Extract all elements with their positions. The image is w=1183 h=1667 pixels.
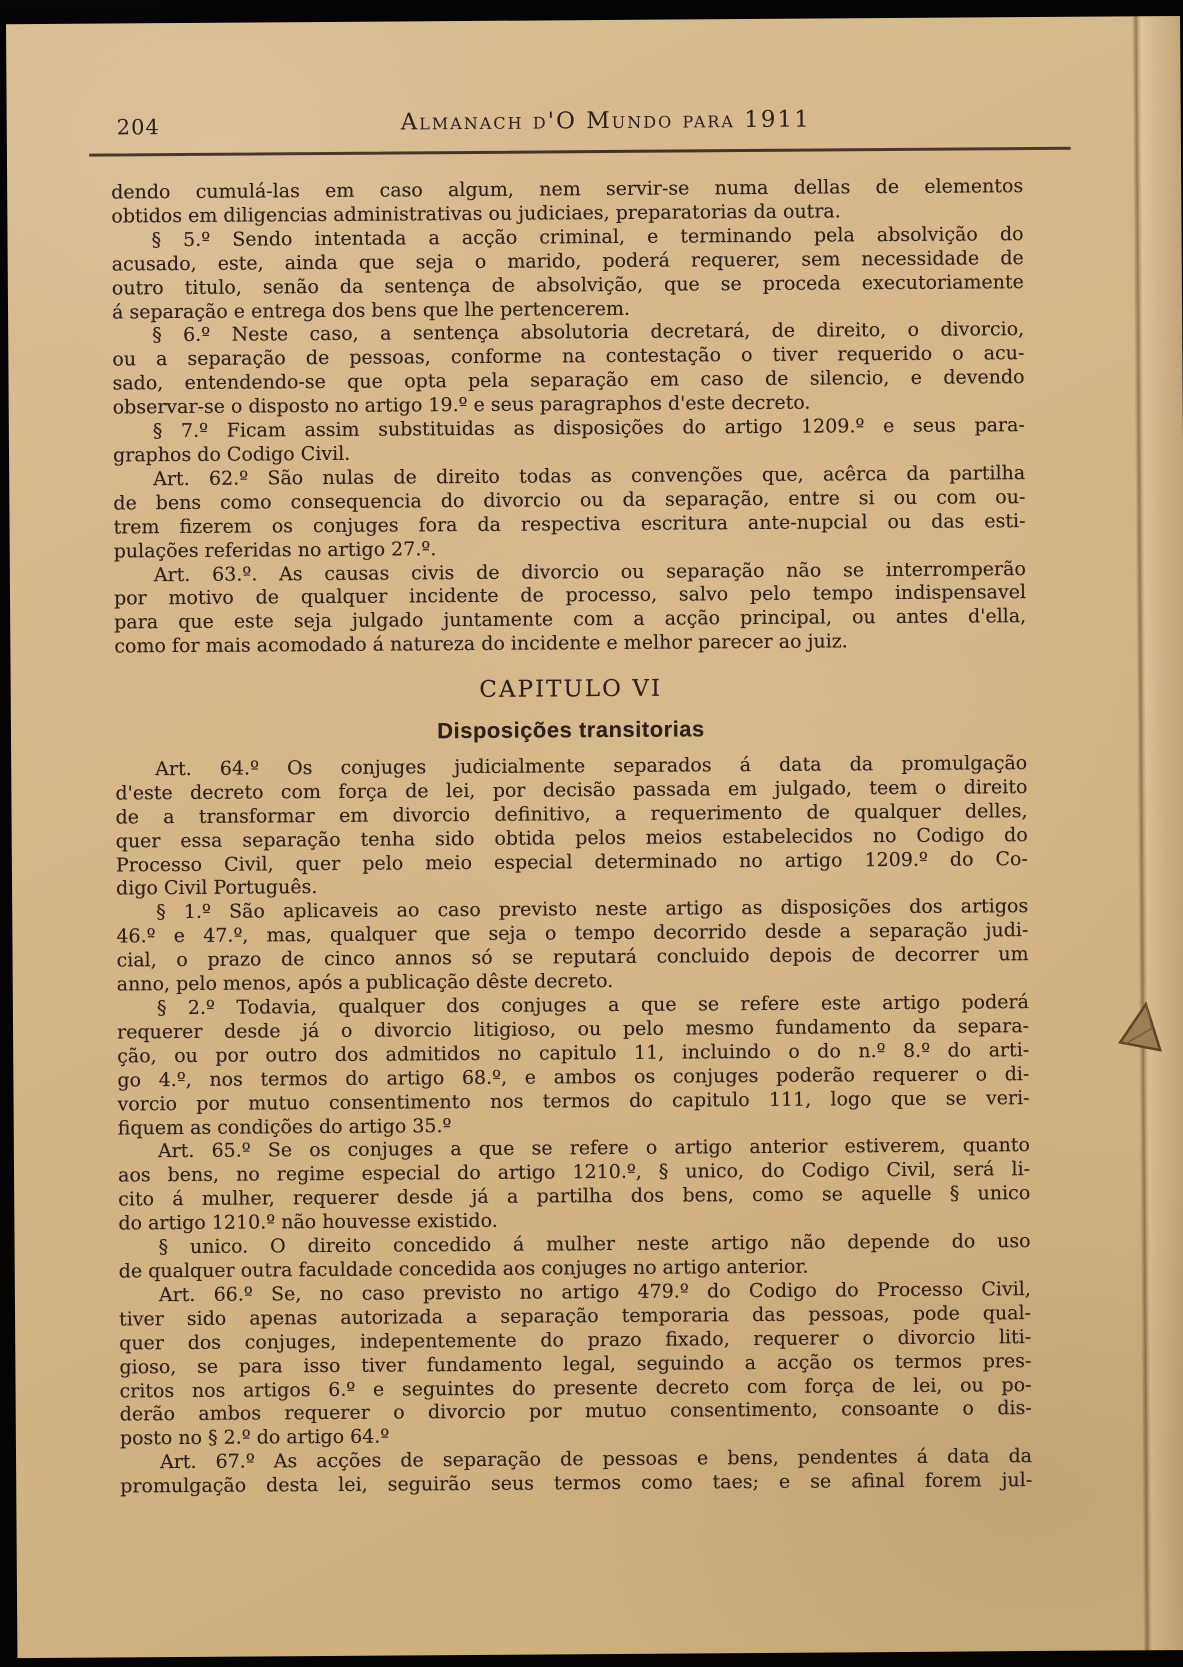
paragraph xyxy=(119,1278,1032,1452)
text-line: quer essa separação tenha sido obtida pelos meios estabelecidos no Codigo do xyxy=(115,823,1028,853)
text-line: como for mais acomodado á natureza do incidente e melhor parecer ao juiz. xyxy=(114,630,848,658)
paragraph xyxy=(118,1135,1031,1237)
text-line: ção, ou por outro dos admitidos no capitulo 11, incluindo o do n.º 8.º do arti- xyxy=(117,1038,1030,1068)
text-line: de bens como consequencia do divorcio ou da separação, entre si ou com ou- xyxy=(113,485,1026,515)
text-line: trem fizerem os conjuges fora da respectiva escritura ante-nupcial ou das esti- xyxy=(113,509,1026,539)
paragraph xyxy=(120,1445,1032,1499)
running-header-title: Almanach d'O Mundo para 1911 xyxy=(400,106,811,136)
text-line: d'este decreto com força de lei, por decisão passada em julgado, teem o direito xyxy=(115,775,1028,805)
text-line: graphos do Codigo Civil. xyxy=(112,442,351,467)
paragraph xyxy=(114,558,1027,660)
text-line: sado, entendendo-se que opta pela separação em caso de silencio, e devendo xyxy=(112,366,1025,395)
text-line: posto no § 2.º do artigo 64.º xyxy=(119,1425,390,1450)
text-line: Processo Civil, quer pelo meio especial determinado no artigo 1209.º do Co- xyxy=(115,847,1028,877)
text-line: pulações referidas no artigo 27.º. xyxy=(113,537,437,563)
text-line: digo Civil Português. xyxy=(115,876,318,900)
text-line: gioso, se para isso tiver fundamento legal, seguindo a acção os termos pres- xyxy=(119,1349,1032,1379)
paragraph xyxy=(117,991,1030,1141)
book-page xyxy=(6,16,1183,1658)
paragraph xyxy=(113,414,1025,468)
text-line: § 6.º Neste caso, a sentença absolutoria decretará, de direito, o divorcio, xyxy=(152,318,1025,347)
text-line: promulgação desta lei, seguirão seus termos como taes; e se afinal forem jul- xyxy=(120,1469,1033,1498)
text-line: critos nos artigos 6.º e seguintes do presente decreto com força de lei, ou po- xyxy=(119,1373,1032,1402)
text-line: vorcio por mutuo consentimento nos termos do capitulo 111, logo que se veri- xyxy=(117,1086,1030,1116)
text-line: tiver sido apenas autorizada a separação temporaria das pessoas, pode qual- xyxy=(118,1301,1032,1331)
paragraph xyxy=(116,895,1029,997)
page-number: 204 xyxy=(116,115,160,140)
text-line: Art. 64.º Os conjuges judicialmente separados á data da promulgação xyxy=(155,752,1028,781)
text-line: § 2.º Todavia, qualquer dos conjuges a que se refere este artigo poderá xyxy=(156,991,1029,1020)
text-line: de a transformar em divorcio definitivo, a requerimento de qualquer delles, xyxy=(115,799,1028,829)
paragraph xyxy=(113,462,1026,564)
text-line: requerer desde já o divorcio litigioso, ou pelo mesmo fundamento da separa- xyxy=(116,1014,1030,1044)
text-line: ou a separação de pessoas, conforme na contestação o tiver requerido o acu- xyxy=(112,342,1025,371)
text-line: anno, pelo menos, após a publicação dêste decreto. xyxy=(116,970,614,996)
paragraph xyxy=(112,319,1025,421)
page-fold-mark xyxy=(1116,1000,1164,1066)
section-heading: Disposições transitorias xyxy=(437,716,705,744)
text-line: 46.º e 47.º, mas, qualquer que seja o tempo decorrido desde a separação judi- xyxy=(116,919,1029,948)
header-rule xyxy=(89,147,1071,157)
text-line: obtidos em diligencias administrativas ou judiciaes, preparatorias da outra. xyxy=(111,200,841,228)
text-line: § 1.º São aplicaveis ao caso previsto neste artigo as disposições dos artigos xyxy=(156,895,1029,924)
text-line: quer dos conjuges, indepentemente do prazo fixado, requerer o divorcio liti- xyxy=(119,1325,1032,1355)
text-line: de qualquer outra faculdade concedida aos conjuges no artigo anterior. xyxy=(118,1255,809,1283)
text-line: fiquem as condições do artigo 35.º xyxy=(117,1114,452,1139)
paragraph xyxy=(118,1230,1030,1284)
text-line: aos bens, no regime especial do artigo 1210.º, § unico, do Codigo Civil, será li- xyxy=(117,1158,1031,1187)
text-line: para que este seja julgado juntamente com a acção principal, ou antes d'ella, xyxy=(114,605,1027,634)
text-line: do artigo 1210.º não houvesse existido. xyxy=(118,1209,498,1235)
text-line: § 7.º Ficam assim substituidas as disposições do artigo 1209.º e seus para- xyxy=(152,414,1025,443)
text-line: go 4.º, nos termos do artigo 68.º, e ambos os conjuges poderão requerer o di- xyxy=(117,1062,1030,1092)
text-line: cial, o prazo de cinco annos só se reputará concluido depois de decorrer um xyxy=(116,943,1029,972)
paragraph xyxy=(111,175,1023,229)
text-column xyxy=(111,175,1032,1499)
text-line: § unico. O direito concedido á mulher neste artigo não depende do uso xyxy=(158,1230,1031,1259)
text-line: á separação e entrega dos bens que lhe pertencerem. xyxy=(111,297,631,323)
page-content xyxy=(95,105,1033,1498)
text-line: outro titulo, senão da sentença de absolvição, que se proceda executoriamente xyxy=(111,270,1024,300)
text-line: Art. 63.º. As causas civis de divorcio ou separação não se interromperão xyxy=(153,557,1026,586)
chapter-heading: CAPITULO VI xyxy=(479,675,663,704)
text-line: Art. 67.º As acções de separação de pessoas e bens, pendentes á data da xyxy=(159,1445,1033,1474)
paragraph xyxy=(115,752,1028,902)
text-line: Art. 62.º São nulas de direito todas as convenções que, acêrca da partilha xyxy=(153,461,1026,491)
text-line: acusado, este, ainda que seja o marido, poderá requerer, sem necessidade de xyxy=(111,246,1024,276)
text-line: § 5.º Sendo intentada a acção criminal, e terminando pela absolvição do xyxy=(151,222,1024,251)
text-line: observar-se o disposto no artigo 19.º e seus paragraphos d'este decreto. xyxy=(112,391,811,419)
text-line: Art. 66.º Se, no caso previsto no artigo 479.º do Codigo do Processo Civil, xyxy=(158,1277,1031,1307)
text-line: derão ambos requerer o divorcio por mutuo consentimento, consoante o dis- xyxy=(119,1397,1032,1426)
text-line: por motivo de qualquer incidente de processo, salvo pelo tempo indispensavel xyxy=(113,581,1027,610)
text-line: cito á mulher, requerer desde já a partilha dos bens, como se aquelle § unico xyxy=(118,1182,1031,1211)
text-line: dendo cumulá-las em caso algum, nem servir-se numa dellas de elementos xyxy=(111,175,1024,204)
running-header xyxy=(95,105,1017,157)
paragraph xyxy=(111,223,1024,325)
text-line: Art. 65.º Se os conjuges a que se refere o artigo anterior estiverem, quanto xyxy=(157,1134,1030,1163)
